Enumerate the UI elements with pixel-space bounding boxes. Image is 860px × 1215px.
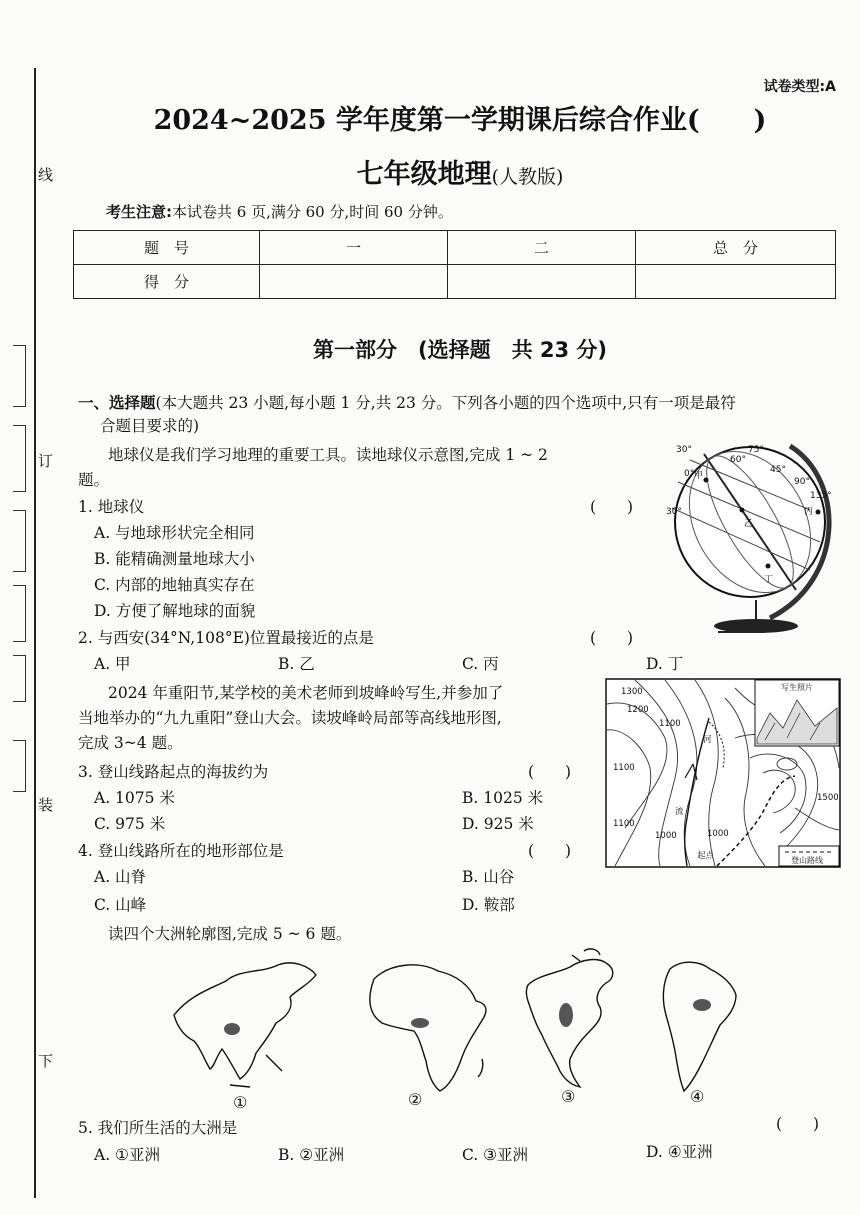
answer-paren: ( ) [590, 498, 634, 516]
globe-label: 乙 [744, 519, 754, 529]
answer-paren: ( ) [528, 842, 572, 860]
answer-paren: ( ) [590, 629, 634, 647]
q2-option-b: B. 乙 [278, 655, 315, 673]
q3-option-c: C. 975 米 [94, 815, 166, 833]
margin-field-box [13, 655, 26, 702]
globe-label: 45° [770, 465, 786, 475]
table-cell: 题 号 [74, 231, 260, 265]
start-label: 起点 [697, 851, 715, 861]
exam-title: 2024~2025 学年度第一学期课后综合作业( ) [153, 105, 767, 136]
continent-asia-outline [174, 963, 316, 1087]
section-header-cont: 合题目要求的) [100, 417, 200, 435]
answer-paren: ( ) [528, 763, 572, 781]
intro-continents: 读四个大洲轮廓图,完成 5 ~ 6 题。 [108, 925, 352, 943]
q5-option-b: B. ②亚洲 [278, 1146, 345, 1164]
globe-label: 75° [748, 445, 764, 455]
globe-label: 丙 [804, 507, 814, 517]
subject-title: 七年级地理(人教版) [356, 159, 564, 190]
contour-label: 1300 [621, 687, 643, 697]
marker-blob [693, 999, 711, 1011]
q3-option-a: A. 1075 米 [94, 789, 175, 807]
globe-label: 135° [810, 491, 832, 501]
intro-globe-cont: 题。 [78, 471, 110, 489]
marker-blob [559, 1003, 573, 1027]
answer-paren: ( ) [776, 1115, 820, 1133]
continent-number-1: ① [233, 1093, 248, 1112]
continents-figure [170, 945, 750, 1113]
q3-option-b: B. 1025 米 [462, 789, 544, 807]
q4-option-a: A. 山脊 [94, 868, 147, 886]
q2-option-a: A. 甲 [94, 655, 131, 673]
q4-option-b: B. 山谷 [462, 868, 515, 886]
globe-label: 0° [684, 469, 695, 479]
intro-contour: 2024 年重阳节,某学校的美术老师到坡峰岭写生,并参加了 [108, 684, 504, 702]
river-label: 流 [675, 807, 684, 817]
continent-number-2: ② [408, 1090, 423, 1109]
q5-option-a: A. ①亚洲 [94, 1146, 160, 1164]
legend-label: 登山路线 [791, 856, 823, 865]
q2-option-d: D. 丁 [646, 655, 684, 673]
table-cell: 总 分 [636, 231, 836, 265]
continent-samerica-outline [663, 962, 736, 1091]
contour-map [605, 678, 841, 868]
table-cell: 二 [448, 231, 636, 265]
globe-figure [660, 440, 840, 638]
q2-option-c: C. 丙 [462, 655, 499, 673]
exam-notice: 考生注意:本试卷共 6 页,满分 60 分,时间 60 分钟。 [106, 203, 453, 221]
continent-number-4: ④ [690, 1087, 705, 1106]
margin-field-box [13, 425, 26, 492]
table-cell [448, 265, 636, 299]
q5-option-c: C. ③亚洲 [462, 1146, 529, 1164]
q1-option-d: D. 方便了解地球的面貌 [94, 602, 256, 620]
globe-label: 丁 [764, 575, 774, 585]
table-row [74, 231, 836, 265]
q4-option-d: D. 鞍部 [462, 896, 515, 914]
table-cell: 一 [260, 231, 448, 265]
globe-label: 60° [730, 455, 746, 465]
intro-globe: 地球仪是我们学习地理的重要工具。读地球仪示意图,完成 1 ~ 2 [108, 446, 548, 464]
contour-label: 1000 [707, 829, 729, 839]
section-header: 一、选择题(本大题共 23 小题,每小题 1 分,共 23 分。下列各小题的四个选项中,只有一项是最符 [78, 394, 736, 412]
margin-field-box [13, 510, 26, 572]
contour-label: 1200 [627, 705, 649, 715]
exam-type: 试卷类型:A [763, 79, 836, 95]
marker-blob [224, 1023, 240, 1035]
edition: (人教版) [491, 166, 564, 188]
margin-word-mount: 装 [38, 792, 53, 817]
marker-blob [411, 1018, 429, 1028]
continent-africa-outline [370, 965, 486, 1091]
q2-stem: 2. 与西安(34°N,108°E)位置最接近的点是 [78, 629, 374, 647]
table-cell: 得 分 [74, 265, 260, 299]
margin-word-line: 线 [38, 162, 53, 187]
q1-option-c: C. 内部的地轴真实存在 [94, 576, 255, 594]
q1-option-a: A. 与地球形状完全相同 [94, 524, 255, 542]
table-row [74, 265, 836, 299]
globe-label: 甲 [694, 471, 704, 481]
table-cell [260, 265, 448, 299]
intro-contour-cont: 完成 3~4 题。 [78, 734, 183, 752]
contour-label: 1100 [659, 719, 681, 729]
globe-label: 30° [676, 445, 692, 455]
table-cell [636, 265, 836, 299]
globe-label: 90° [794, 477, 810, 487]
q1-option-b: B. 能精确测量地球大小 [94, 550, 255, 568]
intro-contour-cont: 当地举办的“九九重阳”登山大会。读坡峰岭局部等高线地形图, [78, 709, 502, 727]
score-table [73, 230, 836, 299]
river-label: 河 [703, 735, 712, 745]
continent-number-3: ③ [561, 1087, 576, 1106]
contour-label: 1500 [817, 793, 839, 803]
globe-label: 30° [666, 507, 682, 517]
margin-field-box [13, 345, 26, 407]
part-title: 第一部分 (选择题 共 23 分) [312, 338, 608, 362]
margin-word-bottom: 下 [38, 1048, 53, 1073]
q4-stem: 4. 登山线路所在的地形部位是 [78, 842, 284, 860]
binding-line [34, 68, 36, 1198]
q3-option-d: D. 925 米 [462, 815, 534, 833]
margin-word-bind: 订 [38, 448, 53, 473]
contour-label: 1100 [613, 763, 635, 773]
q5-stem: 5. 我们所生活的大洲是 [78, 1119, 238, 1137]
contour-label: 1100 [613, 819, 635, 829]
q3-stem: 3. 登山线路起点的海拔约为 [78, 763, 269, 781]
contour-label: 1000 [655, 831, 677, 841]
margin-field-box [13, 740, 26, 792]
margin-field-box [13, 585, 26, 642]
q5-option-d: D. ④亚洲 [646, 1143, 713, 1161]
q4-option-c: C. 山峰 [94, 896, 147, 914]
photo-label: 写生照片 [781, 683, 813, 692]
q1-stem: 1. 地球仪 [78, 498, 145, 516]
